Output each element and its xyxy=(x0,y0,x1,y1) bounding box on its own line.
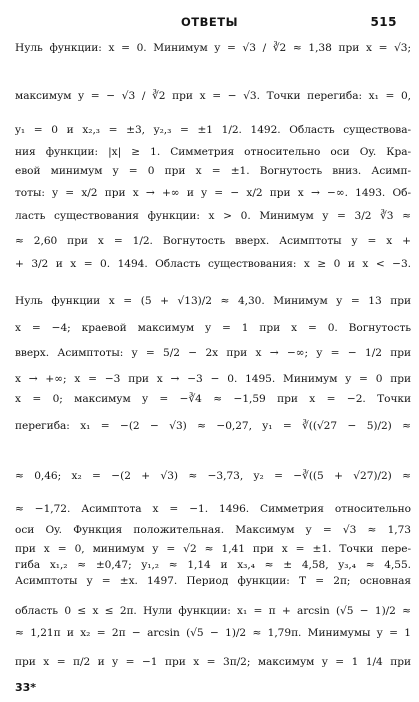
text-line: ласть существования функции: x > 0. Минимум y = 3/2 ∛3 ≈ xyxy=(15,210,411,222)
text-line: вверх. Асимптоты: y = 5/2 − 2x при x → −∞; y = − 1/2 при xyxy=(15,347,411,359)
text-line: область 0 ≤ x ≤ 2π. Нули функции: x₁ = π + arcsin (√5 − 1)/2 ≈ xyxy=(15,605,411,617)
text-line: при x = π/2 и y = −1 при x = 3π/2; максимум y = 1 1/4 при xyxy=(15,656,411,668)
text-line: + 3/2 и x = 0. 1494. Область существования: x ≥ 0 и x < −3. xyxy=(15,258,411,270)
text-line: ≈ 0,46; x₂ = −(2 + √3) ≈ −3,73, y₂ = −∛((5 + √27)/2) ≈ xyxy=(15,470,411,482)
text-line: при x = 0, минимум y = √2 ≈ 1,41 при x = ±1. Точки пере- xyxy=(15,543,411,555)
text-line: ≈ 2,60 при x = 1/2. Вогнутость вверх. Асимптоты y = x + xyxy=(15,235,411,247)
text-line: Асимптоты y = ±x. 1497. Период функции: T = 2π; основная xyxy=(15,575,411,587)
text-line: перегиба: x₁ = −(2 − √3) ≈ −0,27, y₁ = ∛((√27 − 5)/2) ≈ xyxy=(15,420,411,432)
signature-mark: 33* xyxy=(15,681,37,694)
text-line: x = 0; максимум y = −∛4 ≈ −1,59 при x = −2. Точки xyxy=(15,393,411,405)
text-line: гиба x₁,₂ ≈ ±0,47; y₁,₂ ≈ 1,14 и x₃,₄ ≈ ± 4,58, y₃,₄ ≈ 4,55. xyxy=(15,559,411,571)
text-line: оси Oy. Функция положительная. Максимум y = √3 ≈ 1,73 xyxy=(15,524,411,536)
text-line: ≈ −1,72. Асимптота x = −1. 1496. Симметрия относительно xyxy=(15,503,411,515)
text-line: Нуль функции: x = 0. Минимум y = √3 / ∛2 ≈ 1,38 при x = √3; xyxy=(15,42,411,54)
text-line: максимум y = − √3 / ∛2 при x = − √3. Точки перегиба: x₁ = 0, xyxy=(15,90,411,102)
text-line: тоты: y = x/2 при x → +∞ и y = − x/2 при x → −∞. 1493. Об- xyxy=(15,187,411,199)
page-number: 515 xyxy=(370,15,397,29)
text-line: ≈ 1,21π и x₂ = 2π − arcsin (√5 − 1)/2 ≈ 1,79π. Минимумы y = 1 xyxy=(15,627,411,639)
text-line: Нуль функции x = (5 + √13)/2 ≈ 4,30. Минимум y = 13 при xyxy=(15,295,411,307)
text-line: y₁ = 0 и x₂,₃ = ±3, y₂,₃ = ±1 1/2. 1492. Область существова- xyxy=(15,124,411,136)
running-header-title: ОТВЕТЫ xyxy=(180,15,238,29)
text-line: ния функции: |x| ≥ 1. Симметрия относительно оси Oy. Кра- xyxy=(15,146,411,158)
text-line: x = −4; краевой максимум y = 1 при x = 0. Вогнутость xyxy=(15,322,411,334)
text-line: евой минимум y = 0 при x = ±1. Вогнутость вниз. Асимп- xyxy=(15,165,411,177)
text-line: x → +∞; x = −3 при x → −3 − 0. 1495. Минимум y = 0 при xyxy=(15,373,411,385)
